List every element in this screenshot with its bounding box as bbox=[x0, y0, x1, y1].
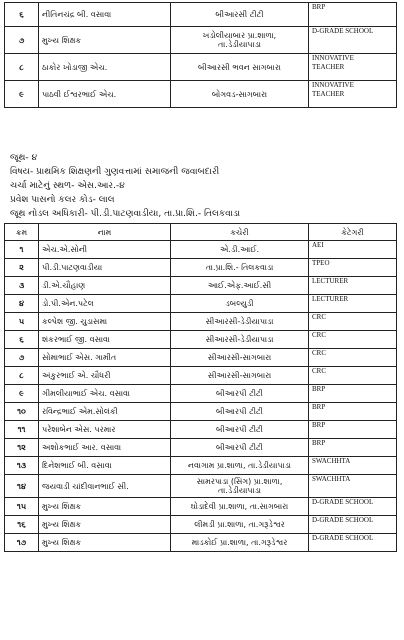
cell-sr: ૫ bbox=[5, 313, 39, 331]
cell-name: સોમાભાઈ એસ. ગામીત bbox=[39, 349, 171, 367]
cell-sr: ૮ bbox=[5, 367, 39, 385]
cell-place: ડબલ્યુડી bbox=[171, 295, 309, 313]
cell-category: SWACHHTA bbox=[309, 475, 397, 498]
cell-category: BRP bbox=[309, 439, 397, 457]
cell-place: આઈ.એફ.આઈ.સી bbox=[171, 277, 309, 295]
top-table bbox=[4, 2, 397, 108]
table-row bbox=[5, 349, 397, 367]
cell-category: INNOVATIVE TEACHER bbox=[309, 54, 397, 81]
cell-category: BRP bbox=[309, 421, 397, 439]
cell-sr: ૧૬ bbox=[5, 516, 39, 534]
cell-sr: ૧૧ bbox=[5, 421, 39, 439]
cell-category: CRC bbox=[309, 349, 397, 367]
cell-name: અંકુરભાઈ એ. ચૌધરી bbox=[39, 367, 171, 385]
cell-name: નીતિનચંદ્ર બી. વસાવા bbox=[39, 3, 171, 27]
cell-sr: ૪ bbox=[5, 295, 39, 313]
table-row bbox=[5, 439, 397, 457]
members-table-body bbox=[5, 241, 397, 552]
table-row bbox=[5, 498, 397, 516]
cell-name: મુખ્ય શિક્ષક bbox=[39, 516, 171, 534]
cell-category: TPEO bbox=[309, 259, 397, 277]
cell-category: INNOVATIVE TEACHER bbox=[309, 81, 397, 108]
group-pass-color: પ્રવેશ પાસનો કલર કોડ- લાલ bbox=[10, 195, 115, 205]
group-number: જૂથ- ૪ bbox=[10, 153, 38, 163]
cell-name: મુખ્ય શિક્ષક bbox=[39, 27, 171, 54]
table-row bbox=[5, 313, 397, 331]
cell-place: ઘોડાદેવી પ્રા.શાળા, તા.સાગબારા bbox=[171, 498, 309, 516]
table-row bbox=[5, 367, 397, 385]
top-table-body bbox=[5, 3, 397, 108]
cell-sr: ૧ bbox=[5, 241, 39, 259]
cell-category: D-GRADE SCHOOL bbox=[309, 516, 397, 534]
cell-name: પી.ડી.પાટણવાડીયા bbox=[39, 259, 171, 277]
table-row bbox=[5, 3, 397, 27]
group-subject: વિષય- પ્રાથમિક શિક્ષણની ગુણવત્તામાં સમાજની જવાબદારી bbox=[10, 167, 220, 177]
cell-name: ડી.એ.ચૌહાણ bbox=[39, 277, 171, 295]
table-row bbox=[5, 259, 397, 277]
cell-place: સીઆરસી-ડેડીયાપાડા bbox=[171, 313, 309, 331]
cell-name: કલ્પેશ જી. ચુડાસમા bbox=[39, 313, 171, 331]
cell-place: બીઆરપી ટીટી bbox=[171, 403, 309, 421]
table-row bbox=[5, 241, 397, 259]
table-row bbox=[5, 534, 397, 552]
cell-name: અશોકભાઈ આર. વસાવા bbox=[39, 439, 171, 457]
cell-category: BRP bbox=[309, 403, 397, 421]
cell-place: સીઆરસી-ડેડીયાપાડા bbox=[171, 331, 309, 349]
cell-name: દિનેશભાઈ બી. વસાવા bbox=[39, 457, 171, 475]
cell-place: બીઆરપી ટીટી bbox=[171, 421, 309, 439]
header-place: કચેરી bbox=[171, 224, 309, 241]
table-row bbox=[5, 385, 397, 403]
header-name: નામ bbox=[39, 224, 171, 241]
cell-place: સીઆરસી-સાગબારા bbox=[171, 349, 309, 367]
cell-place: લીમડી પ્રા.શાળા, તા.ગરૂડેશ્વર bbox=[171, 516, 309, 534]
cell-category: CRC bbox=[309, 331, 397, 349]
cell-place: નવાગામ પ્રા.શાળા, તા.ડેડીયાપાડા bbox=[171, 457, 309, 475]
cell-category: BRP bbox=[309, 3, 397, 27]
cell-place: બોગવડ-સાગબારા bbox=[171, 81, 309, 108]
cell-sr: ૬ bbox=[5, 3, 39, 27]
group-venue: ચર્ચા માટેનું સ્થળ- એસ.આર.-૪ bbox=[10, 181, 125, 191]
cell-name: ગીમલીયાભાઈ એચ. વસાવા bbox=[39, 385, 171, 403]
cell-sr: ૮ bbox=[5, 54, 39, 81]
table-row bbox=[5, 295, 397, 313]
cell-sr: ૯ bbox=[5, 385, 39, 403]
cell-name: મુખ્ય શિક્ષક bbox=[39, 498, 171, 516]
cell-sr: ૧૨ bbox=[5, 439, 39, 457]
cell-sr: ૩ bbox=[5, 277, 39, 295]
header-category: કેટેગરી bbox=[309, 224, 397, 241]
table-row bbox=[5, 421, 397, 439]
cell-sr: ૭ bbox=[5, 27, 39, 54]
cell-place: તા.પ્રા.શિ.- તિલકવાડા bbox=[171, 259, 309, 277]
table-row bbox=[5, 331, 397, 349]
cell-place: ખડોલીયાબાર પ્રા.શાળા, તા.ડેડીયાપાડા bbox=[171, 27, 309, 54]
cell-name: પાઠવી ઈશ્વરભાઈ એચ. bbox=[39, 81, 171, 108]
cell-place: બીઆરપી ટીટી bbox=[171, 385, 309, 403]
cell-name: મુખ્ય શિક્ષક bbox=[39, 534, 171, 552]
cell-sr: ૧૫ bbox=[5, 498, 39, 516]
cell-category: BRP bbox=[309, 385, 397, 403]
cell-category: CRC bbox=[309, 367, 397, 385]
cell-sr: ૧૪ bbox=[5, 475, 39, 498]
cell-place: સામરપાડા (સિંગ) પ્રા.શાળા, તા.ડેડીયાપાડા bbox=[171, 475, 309, 498]
members-table-header bbox=[5, 224, 397, 241]
table-row bbox=[5, 403, 397, 421]
table-row bbox=[5, 475, 397, 498]
group-info bbox=[10, 151, 398, 221]
cell-place: બીઆરપી ટીટી bbox=[171, 439, 309, 457]
members-table bbox=[4, 223, 397, 552]
header-sr: ક્રમ bbox=[5, 224, 39, 241]
group-nodal-officer: જૂથ નોડલ અધિકારી- પી.ડી.પાટણવાડીયા, તા.પ્રા.શિ.- તિલકવાડા bbox=[10, 209, 241, 219]
cell-sr: ૧૦ bbox=[5, 403, 39, 421]
table-row bbox=[5, 457, 397, 475]
table-row bbox=[5, 277, 397, 295]
cell-category: D-GRADE SCHOOL bbox=[309, 498, 397, 516]
table-row bbox=[5, 516, 397, 534]
table-row bbox=[5, 81, 397, 108]
cell-name: ઠાકોર ખોડાજી એચ. bbox=[39, 54, 171, 81]
cell-name: રવિન્દ્રભાઈ એમ.સોલંકી bbox=[39, 403, 171, 421]
cell-place: સીઆરસી-સાગબારા bbox=[171, 367, 309, 385]
cell-sr: ૧૩ bbox=[5, 457, 39, 475]
table-row bbox=[5, 54, 397, 81]
cell-category: CRC bbox=[309, 313, 397, 331]
table-row bbox=[5, 27, 397, 54]
cell-place: એ.ડી.આઈ. bbox=[171, 241, 309, 259]
cell-sr: ૭ bbox=[5, 349, 39, 367]
cell-place: બીઆરસી ટીટી bbox=[171, 3, 309, 27]
cell-category: SWACHHTA bbox=[309, 457, 397, 475]
cell-category: D-GRADE SCHOOL bbox=[309, 534, 397, 552]
cell-name: શંકરભાઈ જી. વસાવા bbox=[39, 331, 171, 349]
cell-sr: ૬ bbox=[5, 331, 39, 349]
cell-name: એચ.એ.સોની bbox=[39, 241, 171, 259]
cell-category: LECTURER bbox=[309, 277, 397, 295]
cell-category: LECTURER bbox=[309, 295, 397, 313]
cell-name: જયવાડી ચાંદીવાનભાઈ સી. bbox=[39, 475, 171, 498]
cell-place: માડકોઈ પ્રા.શાળા, તા.ગરૂડેશ્વર bbox=[171, 534, 309, 552]
cell-place: બીઆરસી ભવન સાગબારા bbox=[171, 54, 309, 81]
cell-name: ડો.પી.એન.પટેલ bbox=[39, 295, 171, 313]
cell-sr: ૧૭ bbox=[5, 534, 39, 552]
cell-category: D-GRADE SCHOOL bbox=[309, 27, 397, 54]
cell-sr: ૯ bbox=[5, 81, 39, 108]
cell-sr: ૨ bbox=[5, 259, 39, 277]
cell-name: પરેશાબેન એસ. પરમાર bbox=[39, 421, 171, 439]
cell-category: AEI bbox=[309, 241, 397, 259]
